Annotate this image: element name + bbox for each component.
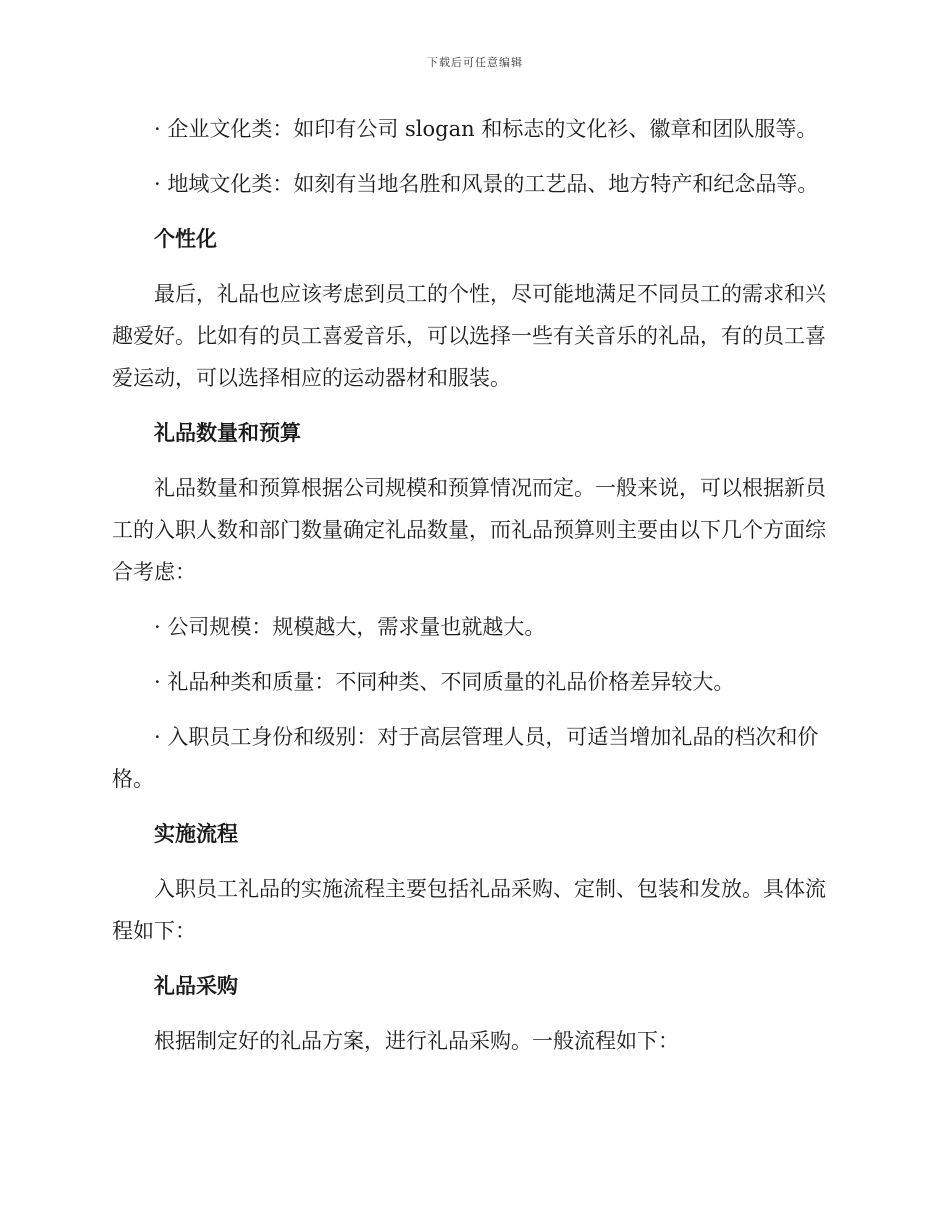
section-heading-personalization: 个性化 <box>154 227 217 251</box>
paragraph-implementation: 入职员工礼品的实施流程主要包括礼品采购、定制、包装和发放。具体流程如下： <box>112 877 826 943</box>
list-item-gift-type-quality: · 礼品种类和质量：不同种类、不同质量的礼品价格差异较大。 <box>154 670 735 694</box>
paragraph-procurement: 根据制定好的礼品方案，进行礼品采购。一般流程如下： <box>154 1029 679 1053</box>
list-item-employee-level: · 入职员工身份和级别：对于高层管理人员，可适当增加礼品的档次和价格。 <box>112 725 819 791</box>
section-heading-implementation: 实施流程 <box>154 822 238 846</box>
list-item-corporate-culture: · 企业文化类：如印有公司 slogan 和标志的文化衫、徽章和团队服等。 <box>154 117 818 141</box>
page-header: 下载后可任意编辑 <box>427 56 523 69</box>
list-item-company-size: · 公司规模：规模越大，需求量也就越大。 <box>154 615 546 639</box>
list-item-regional-culture: · 地域文化类：如刻有当地名胜和风景的工艺品、地方特产和纪念品等。 <box>154 172 819 196</box>
document-body <box>112 108 832 1062</box>
section-heading-quantity-budget: 礼品数量和预算 <box>154 421 301 445</box>
paragraph-personalization: 最后，礼品也应该考虑到员工的个性，尽可能地满足不同员工的需求和兴趣爱好。比如有的员工喜爱音乐，可以选择一些有关音乐的礼品，有的员工喜爱运动，可以选择相应的运动器材和服装。 <box>112 282 826 390</box>
paragraph-quantity-budget: 礼品数量和预算根据公司规模和预算情况而定。一般来说，可以根据新员工的入职人数和部门数量确定礼品数量，而礼品预算则主要由以下几个方面综合考虑： <box>112 476 826 584</box>
section-heading-procurement: 礼品采购 <box>154 974 238 998</box>
